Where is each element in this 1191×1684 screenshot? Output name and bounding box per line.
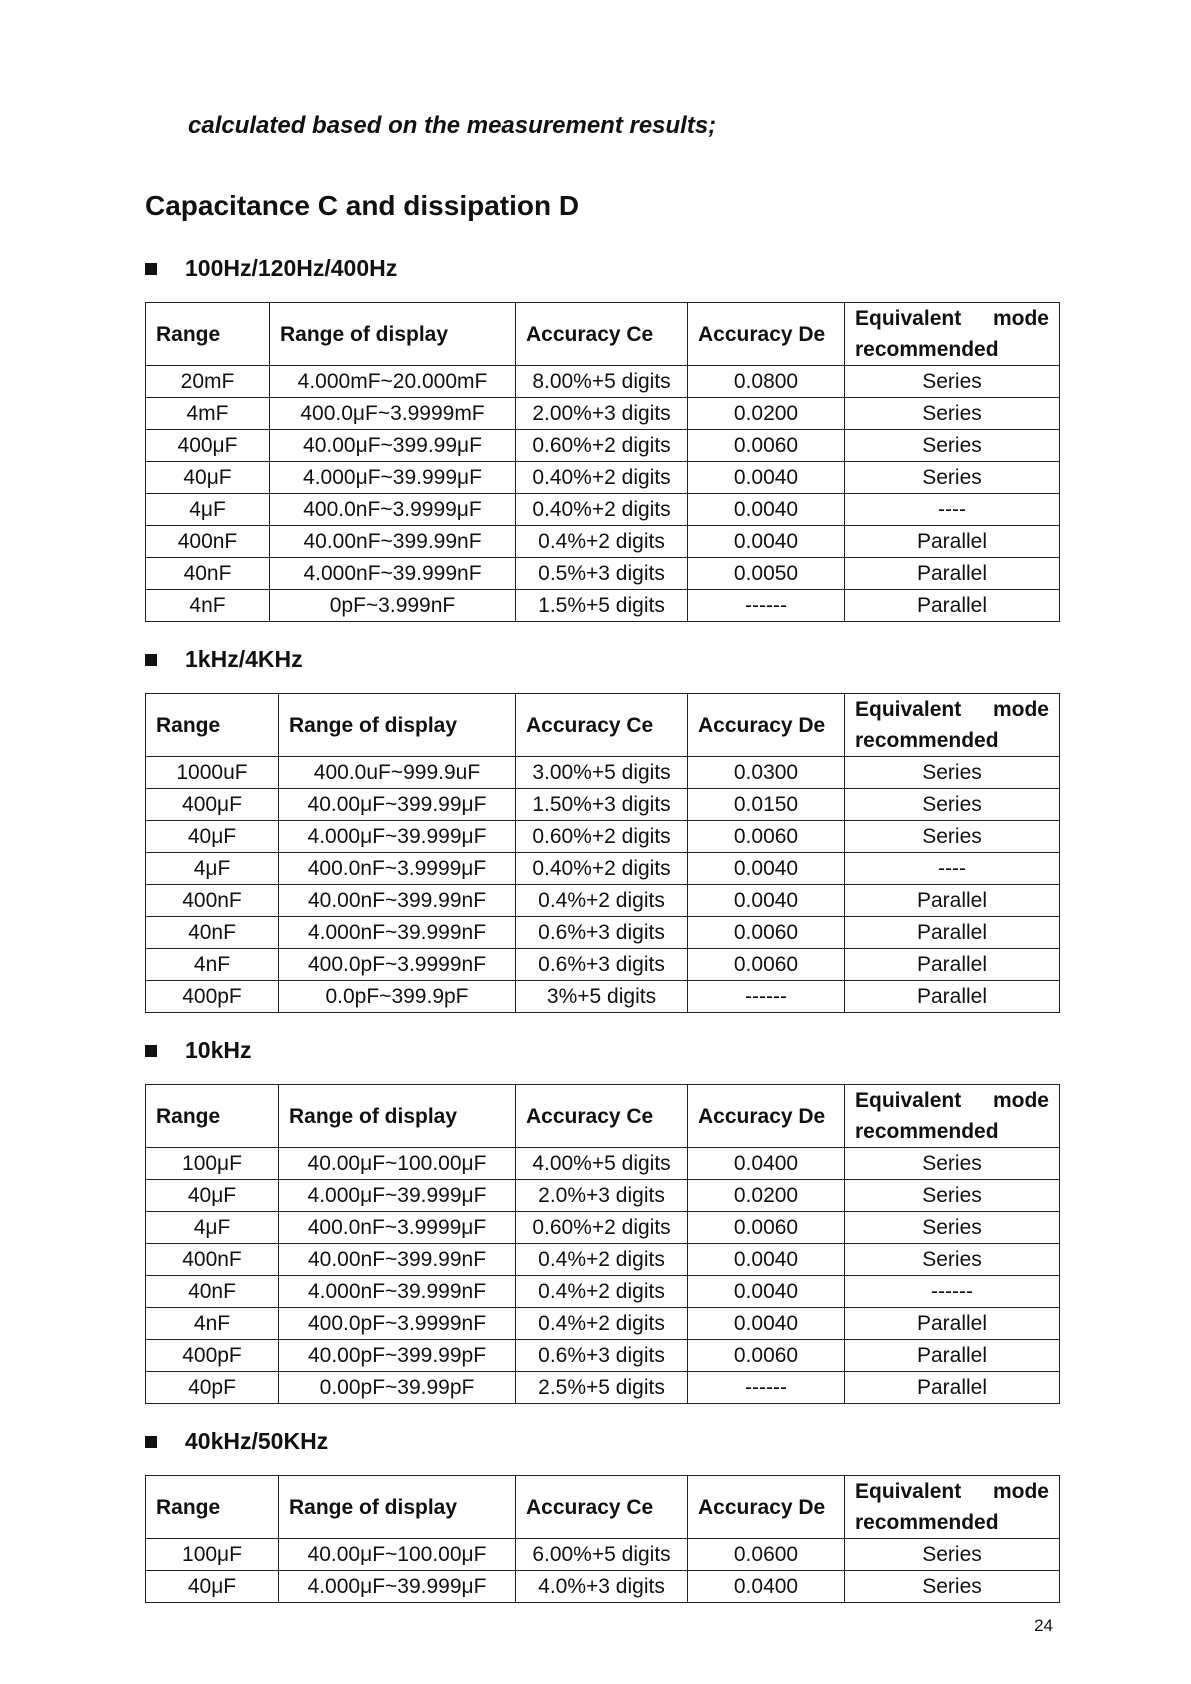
header-accuracy-de: Accuracy De <box>688 1476 845 1539</box>
header-recommended-word: recommended <box>855 338 999 361</box>
header-range-of-display: Range of display <box>279 694 516 757</box>
table-row <box>146 1340 1060 1372</box>
cell-mode: Series <box>845 757 1060 789</box>
cell-display: 4.000μF~39.999μF <box>279 821 516 853</box>
table-row <box>146 949 1060 981</box>
cell-accuracy-ce: 0.60%+2 digits <box>516 821 688 853</box>
cell-mode: Series <box>845 789 1060 821</box>
table-row <box>146 366 1060 398</box>
cell-range: 40pF <box>146 1372 279 1404</box>
spec-table-100hz <box>145 302 1060 622</box>
cell-accuracy-de: 0.0040 <box>688 462 845 494</box>
square-bullet-icon <box>145 263 157 275</box>
cell-range: 40μF <box>146 1571 279 1603</box>
table-row <box>146 558 1060 590</box>
table-row <box>146 1308 1060 1340</box>
cell-accuracy-de: 0.0040 <box>688 885 845 917</box>
cell-display: 400.0pF~3.9999nF <box>279 949 516 981</box>
cell-accuracy-ce: 0.40%+2 digits <box>516 494 688 526</box>
cell-display: 400.0nF~3.9999μF <box>279 853 516 885</box>
frequency-label: 10kHz <box>185 1037 252 1063</box>
table-row <box>146 494 1060 526</box>
square-bullet-icon <box>145 1045 157 1057</box>
cell-range: 400μF <box>146 430 270 462</box>
table-header-row <box>146 694 1060 757</box>
cell-accuracy-ce: 0.5%+3 digits <box>516 558 688 590</box>
frequency-title-1khz <box>145 646 303 673</box>
cell-accuracy-ce: 0.6%+3 digits <box>516 1340 688 1372</box>
cell-accuracy-ce: 3.00%+5 digits <box>516 757 688 789</box>
cell-range: 400nF <box>146 1244 279 1276</box>
table-row <box>146 526 1060 558</box>
table-row <box>146 590 1060 622</box>
cell-accuracy-de: 0.0060 <box>688 821 845 853</box>
cell-accuracy-de: 0.0400 <box>688 1148 845 1180</box>
table-row <box>146 1571 1060 1603</box>
cell-mode: Series <box>845 821 1060 853</box>
cell-display: 40.00pF~399.99pF <box>279 1340 516 1372</box>
cell-accuracy-de: 0.0600 <box>688 1539 845 1571</box>
cell-range: 4μF <box>146 494 270 526</box>
cell-accuracy-ce: 1.50%+3 digits <box>516 789 688 821</box>
cell-display: 0pF~3.999nF <box>270 590 516 622</box>
header-accuracy-ce: Accuracy Ce <box>516 1085 688 1148</box>
cell-range: 4μF <box>146 853 279 885</box>
cell-range: 40nF <box>146 917 279 949</box>
cell-range: 1000uF <box>146 757 279 789</box>
cell-range: 4mF <box>146 398 270 430</box>
header-equivalent-word: Equivalent <box>855 307 962 330</box>
table-row <box>146 1372 1060 1404</box>
frequency-label: 40kHz/50KHz <box>185 1428 329 1454</box>
cell-display: 40.00μF~100.00μF <box>279 1148 516 1180</box>
header-mode-word: mode <box>992 1480 1049 1503</box>
frequency-title-40khz <box>145 1428 328 1455</box>
cell-mode: Parallel <box>845 526 1060 558</box>
cell-accuracy-de: 0.0060 <box>688 949 845 981</box>
spec-table-40khz <box>145 1475 1060 1603</box>
header-accuracy-de: Accuracy De <box>688 694 845 757</box>
header-range: Range <box>146 1476 279 1539</box>
cell-display: 40.00μF~399.99μF <box>270 430 516 462</box>
cell-display: 400.0μF~3.9999mF <box>270 398 516 430</box>
cell-mode: Parallel <box>845 917 1060 949</box>
cell-range: 40μF <box>146 1180 279 1212</box>
cell-accuracy-ce: 0.6%+3 digits <box>516 949 688 981</box>
cell-range: 40nF <box>146 558 270 590</box>
cell-mode: Series <box>845 1571 1060 1603</box>
cell-accuracy-de: ------ <box>688 981 845 1013</box>
cell-display: 400.0nF~3.9999μF <box>279 1212 516 1244</box>
cell-accuracy-ce: 2.00%+3 digits <box>516 398 688 430</box>
page-number: 24 <box>1034 1616 1053 1635</box>
cell-range: 100μF <box>146 1539 279 1571</box>
header-accuracy-ce: Accuracy Ce <box>516 303 688 366</box>
cell-display: 0.0pF~399.9pF <box>279 981 516 1013</box>
cell-range: 4μF <box>146 1212 279 1244</box>
cell-accuracy-ce: 0.4%+2 digits <box>516 1276 688 1308</box>
cell-accuracy-ce: 0.4%+2 digits <box>516 1308 688 1340</box>
cell-display: 400.0nF~3.9999μF <box>270 494 516 526</box>
table-row <box>146 757 1060 789</box>
cell-range: 400μF <box>146 789 279 821</box>
header-equivalent-mode <box>845 694 1060 757</box>
cell-accuracy-de: 0.0040 <box>688 1244 845 1276</box>
frequency-title-10khz <box>145 1037 251 1064</box>
cell-accuracy-ce: 3%+5 digits <box>516 981 688 1013</box>
cell-accuracy-ce: 4.0%+3 digits <box>516 1571 688 1603</box>
cell-range: 400nF <box>146 885 279 917</box>
cell-display: 40.00μF~100.00μF <box>279 1539 516 1571</box>
cell-range: 40nF <box>146 1276 279 1308</box>
cell-accuracy-de: 0.0200 <box>688 398 845 430</box>
cell-range: 40μF <box>146 821 279 853</box>
cell-mode: Series <box>845 1180 1060 1212</box>
cell-accuracy-ce: 0.4%+2 digits <box>516 526 688 558</box>
header-mode-word: mode <box>992 698 1049 721</box>
spec-table-10khz <box>145 1084 1060 1404</box>
table-row <box>146 821 1060 853</box>
cell-display: 4.000μF~39.999μF <box>270 462 516 494</box>
table-row <box>146 1276 1060 1308</box>
cell-display: 4.000μF~39.999μF <box>279 1571 516 1603</box>
header-equivalent-mode <box>845 1476 1060 1539</box>
cell-range: 4nF <box>146 949 279 981</box>
cell-range: 4nF <box>146 1308 279 1340</box>
cell-display: 4.000nF~39.999nF <box>279 1276 516 1308</box>
cell-accuracy-de: 0.0040 <box>688 494 845 526</box>
cell-mode: Parallel <box>845 885 1060 917</box>
cell-display: 4.000nF~39.999nF <box>279 917 516 949</box>
section-heading: Capacitance C and dissipation D <box>145 190 580 221</box>
table-row <box>146 853 1060 885</box>
table-row <box>146 917 1060 949</box>
cell-display: 40.00nF~399.99nF <box>279 885 516 917</box>
intro-text: calculated based on the measurement results; <box>188 112 717 139</box>
cell-mode: ---- <box>845 853 1060 885</box>
frequency-title-100hz <box>145 255 397 282</box>
cell-accuracy-ce: 2.5%+5 digits <box>516 1372 688 1404</box>
cell-mode: Parallel <box>845 981 1060 1013</box>
cell-accuracy-ce: 0.60%+2 digits <box>516 430 688 462</box>
square-bullet-icon <box>145 1436 157 1448</box>
cell-display: 400.0pF~3.9999nF <box>279 1308 516 1340</box>
cell-display: 0.00pF~39.99pF <box>279 1372 516 1404</box>
cell-range: 400pF <box>146 981 279 1013</box>
cell-mode: Series <box>845 1539 1060 1571</box>
spec-table-1khz <box>145 693 1060 1013</box>
header-equivalent-word: Equivalent <box>855 1089 962 1112</box>
table-header-row <box>146 303 1060 366</box>
header-equivalent-mode <box>845 1085 1060 1148</box>
header-accuracy-ce: Accuracy Ce <box>516 1476 688 1539</box>
cell-display: 4.000μF~39.999μF <box>279 1180 516 1212</box>
table-row <box>146 1180 1060 1212</box>
cell-accuracy-ce: 2.0%+3 digits <box>516 1180 688 1212</box>
header-accuracy-de: Accuracy De <box>688 1085 845 1148</box>
cell-accuracy-de: 0.0040 <box>688 1308 845 1340</box>
header-mode-word: mode <box>992 1089 1049 1112</box>
cell-accuracy-de: 0.0400 <box>688 1571 845 1603</box>
header-range-of-display: Range of display <box>270 303 516 366</box>
cell-mode: Series <box>845 1148 1060 1180</box>
cell-accuracy-de: 0.0040 <box>688 526 845 558</box>
header-range-of-display: Range of display <box>279 1085 516 1148</box>
cell-range: 4nF <box>146 590 270 622</box>
cell-display: 4.000nF~39.999nF <box>270 558 516 590</box>
cell-accuracy-ce: 1.5%+5 digits <box>516 590 688 622</box>
header-equivalent-word: Equivalent <box>855 1480 962 1503</box>
cell-accuracy-ce: 0.6%+3 digits <box>516 917 688 949</box>
table-row <box>146 981 1060 1013</box>
cell-accuracy-de: 0.0040 <box>688 853 845 885</box>
header-equivalent-word: Equivalent <box>855 698 962 721</box>
cell-display: 4.000mF~20.000mF <box>270 366 516 398</box>
cell-accuracy-de: 0.0150 <box>688 789 845 821</box>
table-row <box>146 430 1060 462</box>
cell-accuracy-ce: 0.40%+2 digits <box>516 462 688 494</box>
cell-accuracy-ce: 8.00%+5 digits <box>516 366 688 398</box>
cell-range: 20mF <box>146 366 270 398</box>
cell-mode: Series <box>845 398 1060 430</box>
cell-display: 40.00nF~399.99nF <box>270 526 516 558</box>
cell-accuracy-ce: 0.40%+2 digits <box>516 853 688 885</box>
cell-accuracy-de: 0.0800 <box>688 366 845 398</box>
cell-mode: Series <box>845 430 1060 462</box>
cell-accuracy-de: ------ <box>688 1372 845 1404</box>
cell-accuracy-de: 0.0200 <box>688 1180 845 1212</box>
cell-display: 40.00μF~399.99μF <box>279 789 516 821</box>
table-header-row <box>146 1476 1060 1539</box>
cell-mode: Parallel <box>845 558 1060 590</box>
cell-mode: Series <box>845 462 1060 494</box>
cell-mode: Parallel <box>845 949 1060 981</box>
table-row <box>146 885 1060 917</box>
header-equivalent-mode <box>845 303 1060 366</box>
cell-range: 100μF <box>146 1148 279 1180</box>
cell-accuracy-de: 0.0060 <box>688 1340 845 1372</box>
cell-accuracy-de: 0.0060 <box>688 1212 845 1244</box>
header-range: Range <box>146 303 270 366</box>
cell-accuracy-ce: 4.00%+5 digits <box>516 1148 688 1180</box>
header-accuracy-ce: Accuracy Ce <box>516 694 688 757</box>
frequency-label: 100Hz/120Hz/400Hz <box>185 255 398 281</box>
cell-accuracy-ce: 0.4%+2 digits <box>516 885 688 917</box>
table-row <box>146 398 1060 430</box>
header-recommended-word: recommended <box>855 1511 999 1534</box>
cell-display: 400.0uF~999.9uF <box>279 757 516 789</box>
header-range: Range <box>146 694 279 757</box>
cell-accuracy-de: 0.0040 <box>688 1276 845 1308</box>
cell-mode: Parallel <box>845 1372 1060 1404</box>
header-accuracy-de: Accuracy De <box>688 303 845 366</box>
cell-mode: ---- <box>845 494 1060 526</box>
cell-mode: Series <box>845 1212 1060 1244</box>
square-bullet-icon <box>145 654 157 666</box>
cell-mode: Parallel <box>845 590 1060 622</box>
cell-accuracy-de: 0.0060 <box>688 917 845 949</box>
table-row <box>146 1212 1060 1244</box>
cell-range: 400nF <box>146 526 270 558</box>
header-recommended-word: recommended <box>855 729 999 752</box>
cell-accuracy-de: ------ <box>688 590 845 622</box>
header-range-of-display: Range of display <box>279 1476 516 1539</box>
header-mode-word: mode <box>992 307 1049 330</box>
cell-mode: Series <box>845 366 1060 398</box>
table-row <box>146 1244 1060 1276</box>
cell-accuracy-ce: 0.4%+2 digits <box>516 1244 688 1276</box>
table-row <box>146 462 1060 494</box>
cell-accuracy-ce: 0.60%+2 digits <box>516 1212 688 1244</box>
cell-mode: Parallel <box>845 1308 1060 1340</box>
cell-range: 400pF <box>146 1340 279 1372</box>
table-row <box>146 789 1060 821</box>
header-range: Range <box>146 1085 279 1148</box>
header-recommended-word: recommended <box>855 1120 999 1143</box>
table-header-row <box>146 1085 1060 1148</box>
table-row <box>146 1148 1060 1180</box>
table-row <box>146 1539 1060 1571</box>
cell-accuracy-ce: 6.00%+5 digits <box>516 1539 688 1571</box>
cell-range: 40μF <box>146 462 270 494</box>
cell-accuracy-de: 0.0300 <box>688 757 845 789</box>
cell-accuracy-de: 0.0060 <box>688 430 845 462</box>
cell-accuracy-de: 0.0050 <box>688 558 845 590</box>
cell-mode: Series <box>845 1244 1060 1276</box>
cell-mode: Parallel <box>845 1340 1060 1372</box>
cell-display: 40.00nF~399.99nF <box>279 1244 516 1276</box>
cell-mode: ------ <box>845 1276 1060 1308</box>
frequency-label: 1kHz/4KHz <box>185 646 303 672</box>
